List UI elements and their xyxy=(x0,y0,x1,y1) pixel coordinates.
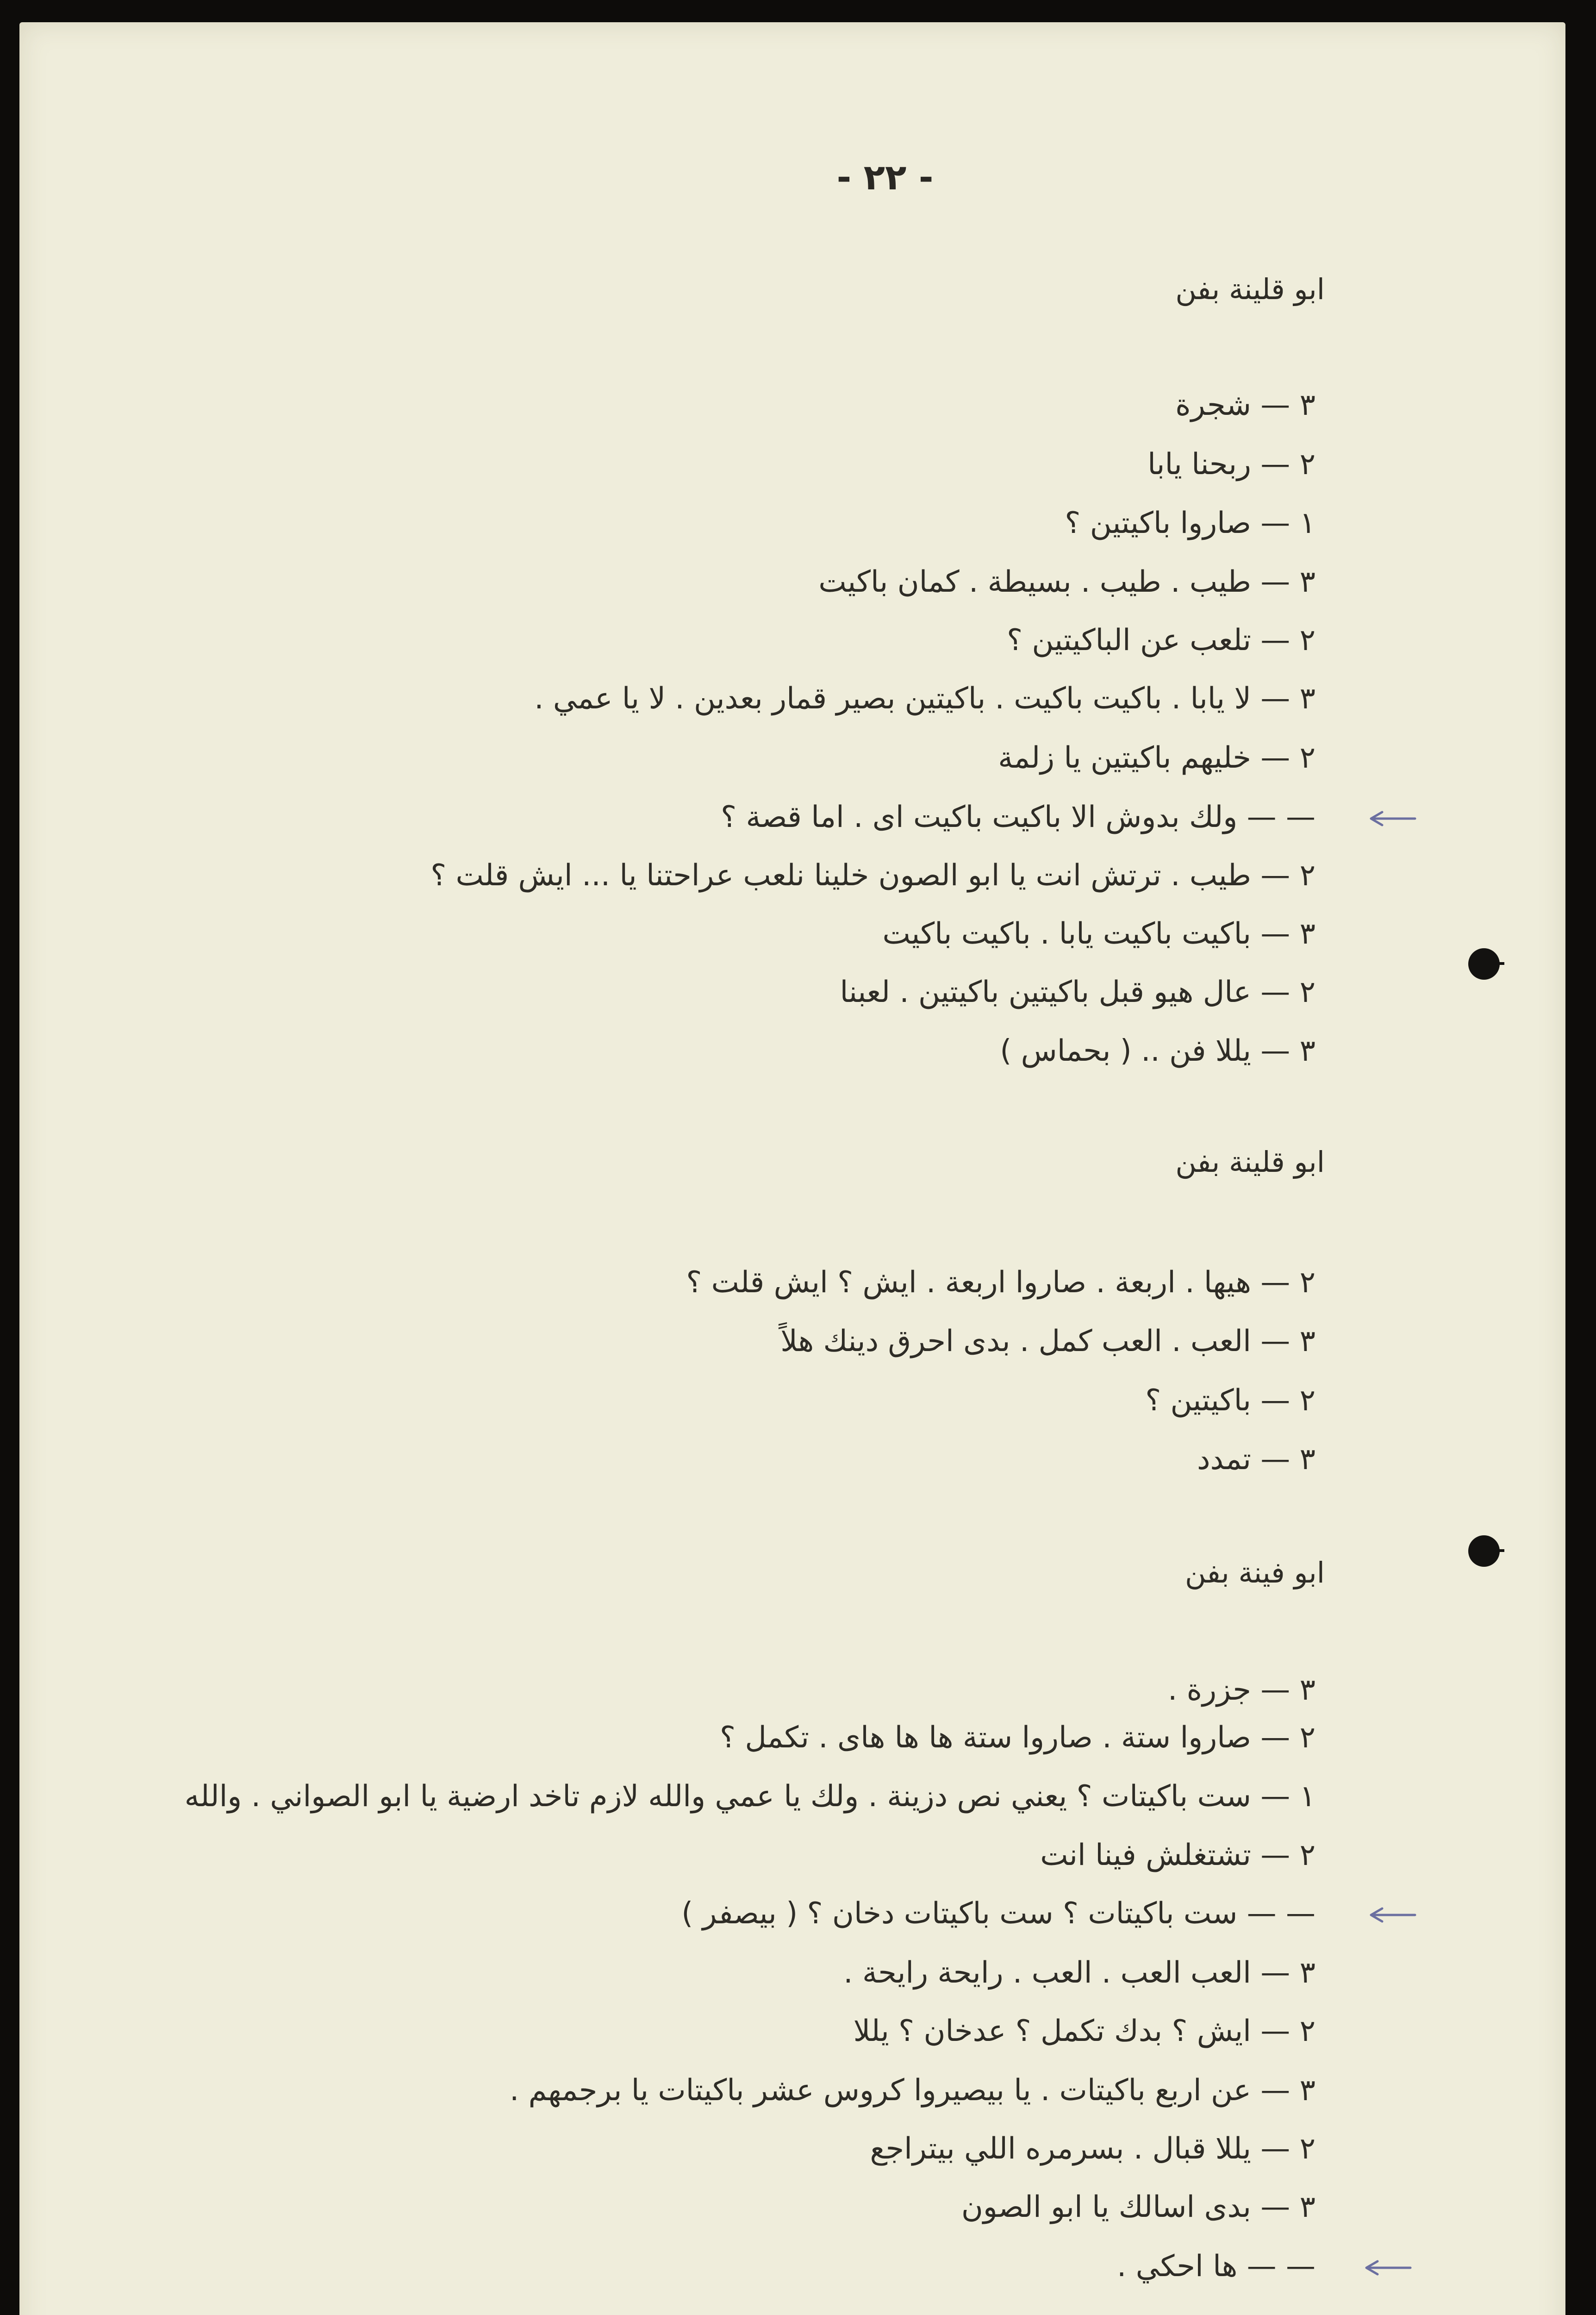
dialogue-line: ٢ — طيب . ترتش انت يا ابو الصون خلينا نلعب عراحتنا يا ... ايش قلت ؟ xyxy=(430,858,1315,893)
dialogue-line: — — ها احكي . xyxy=(1117,2249,1315,2284)
dialogue-line: ٣ — تمدد xyxy=(1197,1442,1315,1477)
margin-arrow-icon xyxy=(1366,809,1417,828)
dialogue-line: ٢ — تشتغلش فينا انت xyxy=(1040,1838,1315,1872)
dialogue-line: ٣ — جزرة . xyxy=(1167,1673,1315,1707)
page-number: - ٢٢ - xyxy=(836,156,934,198)
dialogue-line: ٣ — شجرة xyxy=(1175,388,1315,422)
dialogue-line: ٣ — بدى اسالك يا ابو الصون xyxy=(961,2190,1315,2224)
punch-hole xyxy=(1468,948,1500,980)
dialogue-line: ١ — صاروا باكيتين ؟ xyxy=(1065,506,1315,540)
punch-hole xyxy=(1468,1535,1500,1567)
dialogue-line: — — ولك بدوش الا باكيت باكيت اى . اما قصة ؟ xyxy=(721,800,1315,834)
dialogue-line: — — ست باكيتات ؟ ست باكيتات دخان ؟ ( بيصفر ) xyxy=(681,1896,1315,1931)
dialogue-line: ٣ — باكيت باكيت يابا . باكيت باكيت xyxy=(882,917,1315,951)
section-heading: ابو فينة بفن xyxy=(1185,1556,1325,1589)
dialogue-line: ٣ — عن اربع باكيتات . يا بيصيروا كروس عشر باكيتات يا برجمهم . xyxy=(509,2073,1315,2108)
dialogue-line: ٢ — هيها . اربعة . صاروا اربعة . ايش ؟ ايش قلت ؟ xyxy=(686,1265,1315,1300)
dialogue-line: ٢ — ايش ؟ بدك تكمل ؟ عدخان ؟ يللا xyxy=(853,2014,1315,2048)
dialogue-line: ٢ — خليهم باكيتين يا زلمة xyxy=(998,741,1315,775)
dialogue-line: ٢ — باكيتين ؟ xyxy=(1145,1383,1315,1418)
dialogue-line: ٢ — صاروا ستة . صاروا ستة ها ها هاى . تكمل ؟ xyxy=(720,1721,1315,1755)
dialogue-line: ٢ — ربحنا يابا xyxy=(1147,447,1315,482)
section-heading: ابو قلينة بفن xyxy=(1175,272,1325,306)
dialogue-line: ٣ — العب العب . العب . رايحة رايحة . xyxy=(843,1956,1315,1990)
margin-arrow-icon xyxy=(1362,2259,1413,2277)
dialogue-line: ٢ — يللا قبال . بسرمره اللي بيتراجع xyxy=(870,2132,1315,2166)
dialogue-line: ٢ — عال هيو قبل باكيتين باكيتين . لعبنا xyxy=(840,975,1315,1009)
dialogue-line: ١ — ست باكيتات ؟ يعني نص دزينة . ولك يا عمي والله لازم تاخد ارضية يا ابو الصواني . والله xyxy=(184,1779,1315,1814)
dialogue-line: ٣ — لا يابا . باكيت باكيت . باكيتين بصير قمار بعدين . لا يا عمي . xyxy=(534,682,1315,716)
dialogue-line: ٣ — العب . العب كمل . بدى احرق دينك هلاً xyxy=(780,1324,1315,1358)
section-heading: ابو قلينة بفن xyxy=(1175,1145,1325,1179)
margin-arrow-icon xyxy=(1366,1906,1417,1924)
dialogue-line: ٢ — تلعب عن الباكيتين ؟ xyxy=(1007,623,1315,657)
dialogue-line: ٣ — يللا فن .. ( بحماس ) xyxy=(1000,1034,1315,1068)
punch-hole-notch xyxy=(1496,962,1504,965)
punch-hole-notch xyxy=(1496,1549,1504,1552)
document-page xyxy=(19,22,1565,2315)
dialogue-line: ٣ — طيب . طيب . بسيطة . كمان باكيت xyxy=(818,565,1315,599)
